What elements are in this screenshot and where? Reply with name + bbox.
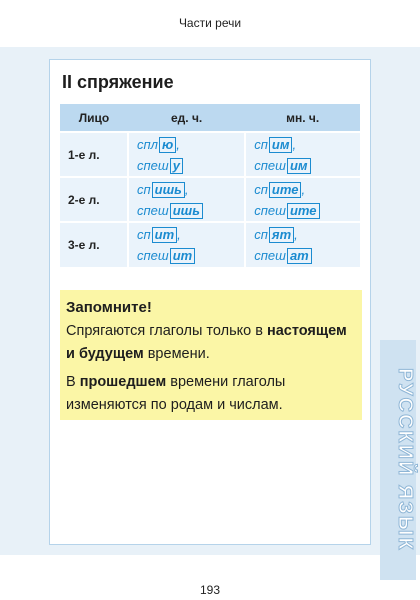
verb-stem: сп <box>254 136 268 152</box>
verb-ending: ат <box>287 248 312 264</box>
note-text: времени глаголы изменяются по родам и числам. <box>66 374 286 413</box>
side-tab-label: РУССКИЙ ЯЗЫК <box>394 368 416 552</box>
plural-forms <box>245 222 360 267</box>
person-label: 3-е л. <box>60 222 128 267</box>
table-header-row <box>60 104 360 132</box>
verb-comma: , <box>292 136 297 152</box>
verb-comma: , <box>301 181 306 197</box>
note-emphasis: настоящем и будущем <box>66 323 347 362</box>
verb-comma: , <box>294 227 298 242</box>
verb-ending: ишь <box>170 203 203 219</box>
verb-comma: , <box>177 227 181 242</box>
table-row <box>60 177 360 222</box>
verb-form <box>254 245 360 266</box>
page-number: 193 <box>199 583 221 597</box>
verb-stem: спеш <box>137 157 169 173</box>
section-title: II спряжение <box>62 72 174 92</box>
note-paragraph <box>66 371 356 417</box>
note-title: Запомните! <box>66 299 152 316</box>
verb-ending: ю <box>159 137 176 153</box>
verb-stem: сп <box>137 181 151 197</box>
person-label: 1-е л. <box>60 132 128 177</box>
verb-ending: ишь <box>152 182 185 198</box>
plural-forms <box>245 177 360 222</box>
verb-form <box>254 155 360 176</box>
verb-form <box>254 200 360 221</box>
verb-comma: , <box>176 136 180 152</box>
verb-ending: ите <box>269 182 302 198</box>
singular-forms <box>128 222 245 267</box>
header-person: Лицо <box>60 104 128 132</box>
verb-ending: им <box>287 158 311 174</box>
verb-form <box>137 155 244 176</box>
verb-ending: у <box>170 158 183 174</box>
plural-forms <box>245 132 360 177</box>
verb-form <box>254 179 360 200</box>
verb-stem: спеш <box>254 202 286 218</box>
verb-stem: спеш <box>137 202 169 218</box>
verb-stem: сп <box>254 227 268 242</box>
verb-stem: спеш <box>137 248 169 263</box>
note-text: В <box>66 374 80 390</box>
verb-form <box>254 134 360 155</box>
person-label: 2-е л. <box>60 177 128 222</box>
verb-form <box>137 245 244 266</box>
header-singular: ед. ч. <box>128 104 245 132</box>
verb-comma: , <box>184 181 189 197</box>
verb-ending: ит <box>170 248 196 264</box>
table-row <box>60 132 360 177</box>
singular-forms <box>128 177 245 222</box>
header-plural: мн. ч. <box>245 104 360 132</box>
singular-forms <box>128 132 245 177</box>
verb-stem: спл <box>137 136 158 152</box>
verb-ending: им <box>269 137 293 153</box>
note-text: времени. <box>143 346 210 362</box>
note-emphasis: прошедшем <box>79 374 167 390</box>
verb-stem: сп <box>137 227 151 242</box>
verb-ending: ит <box>152 227 178 243</box>
verb-form <box>254 224 360 245</box>
verb-stem: спеш <box>254 157 286 173</box>
note-text: Спрягаются глаголы только в <box>66 323 267 339</box>
remember-note-box <box>60 290 362 420</box>
verb-form <box>137 179 244 200</box>
verb-stem: спеш <box>254 248 286 263</box>
conjugation-table <box>60 104 360 267</box>
verb-form <box>137 134 244 155</box>
verb-form <box>137 200 244 221</box>
verb-form <box>137 224 244 245</box>
table-row <box>60 222 360 267</box>
note-paragraph <box>66 320 356 366</box>
verb-ending: ят <box>269 227 294 243</box>
verb-ending: ите <box>287 203 320 219</box>
running-head: Части речи <box>178 16 242 30</box>
verb-stem: сп <box>254 181 268 197</box>
